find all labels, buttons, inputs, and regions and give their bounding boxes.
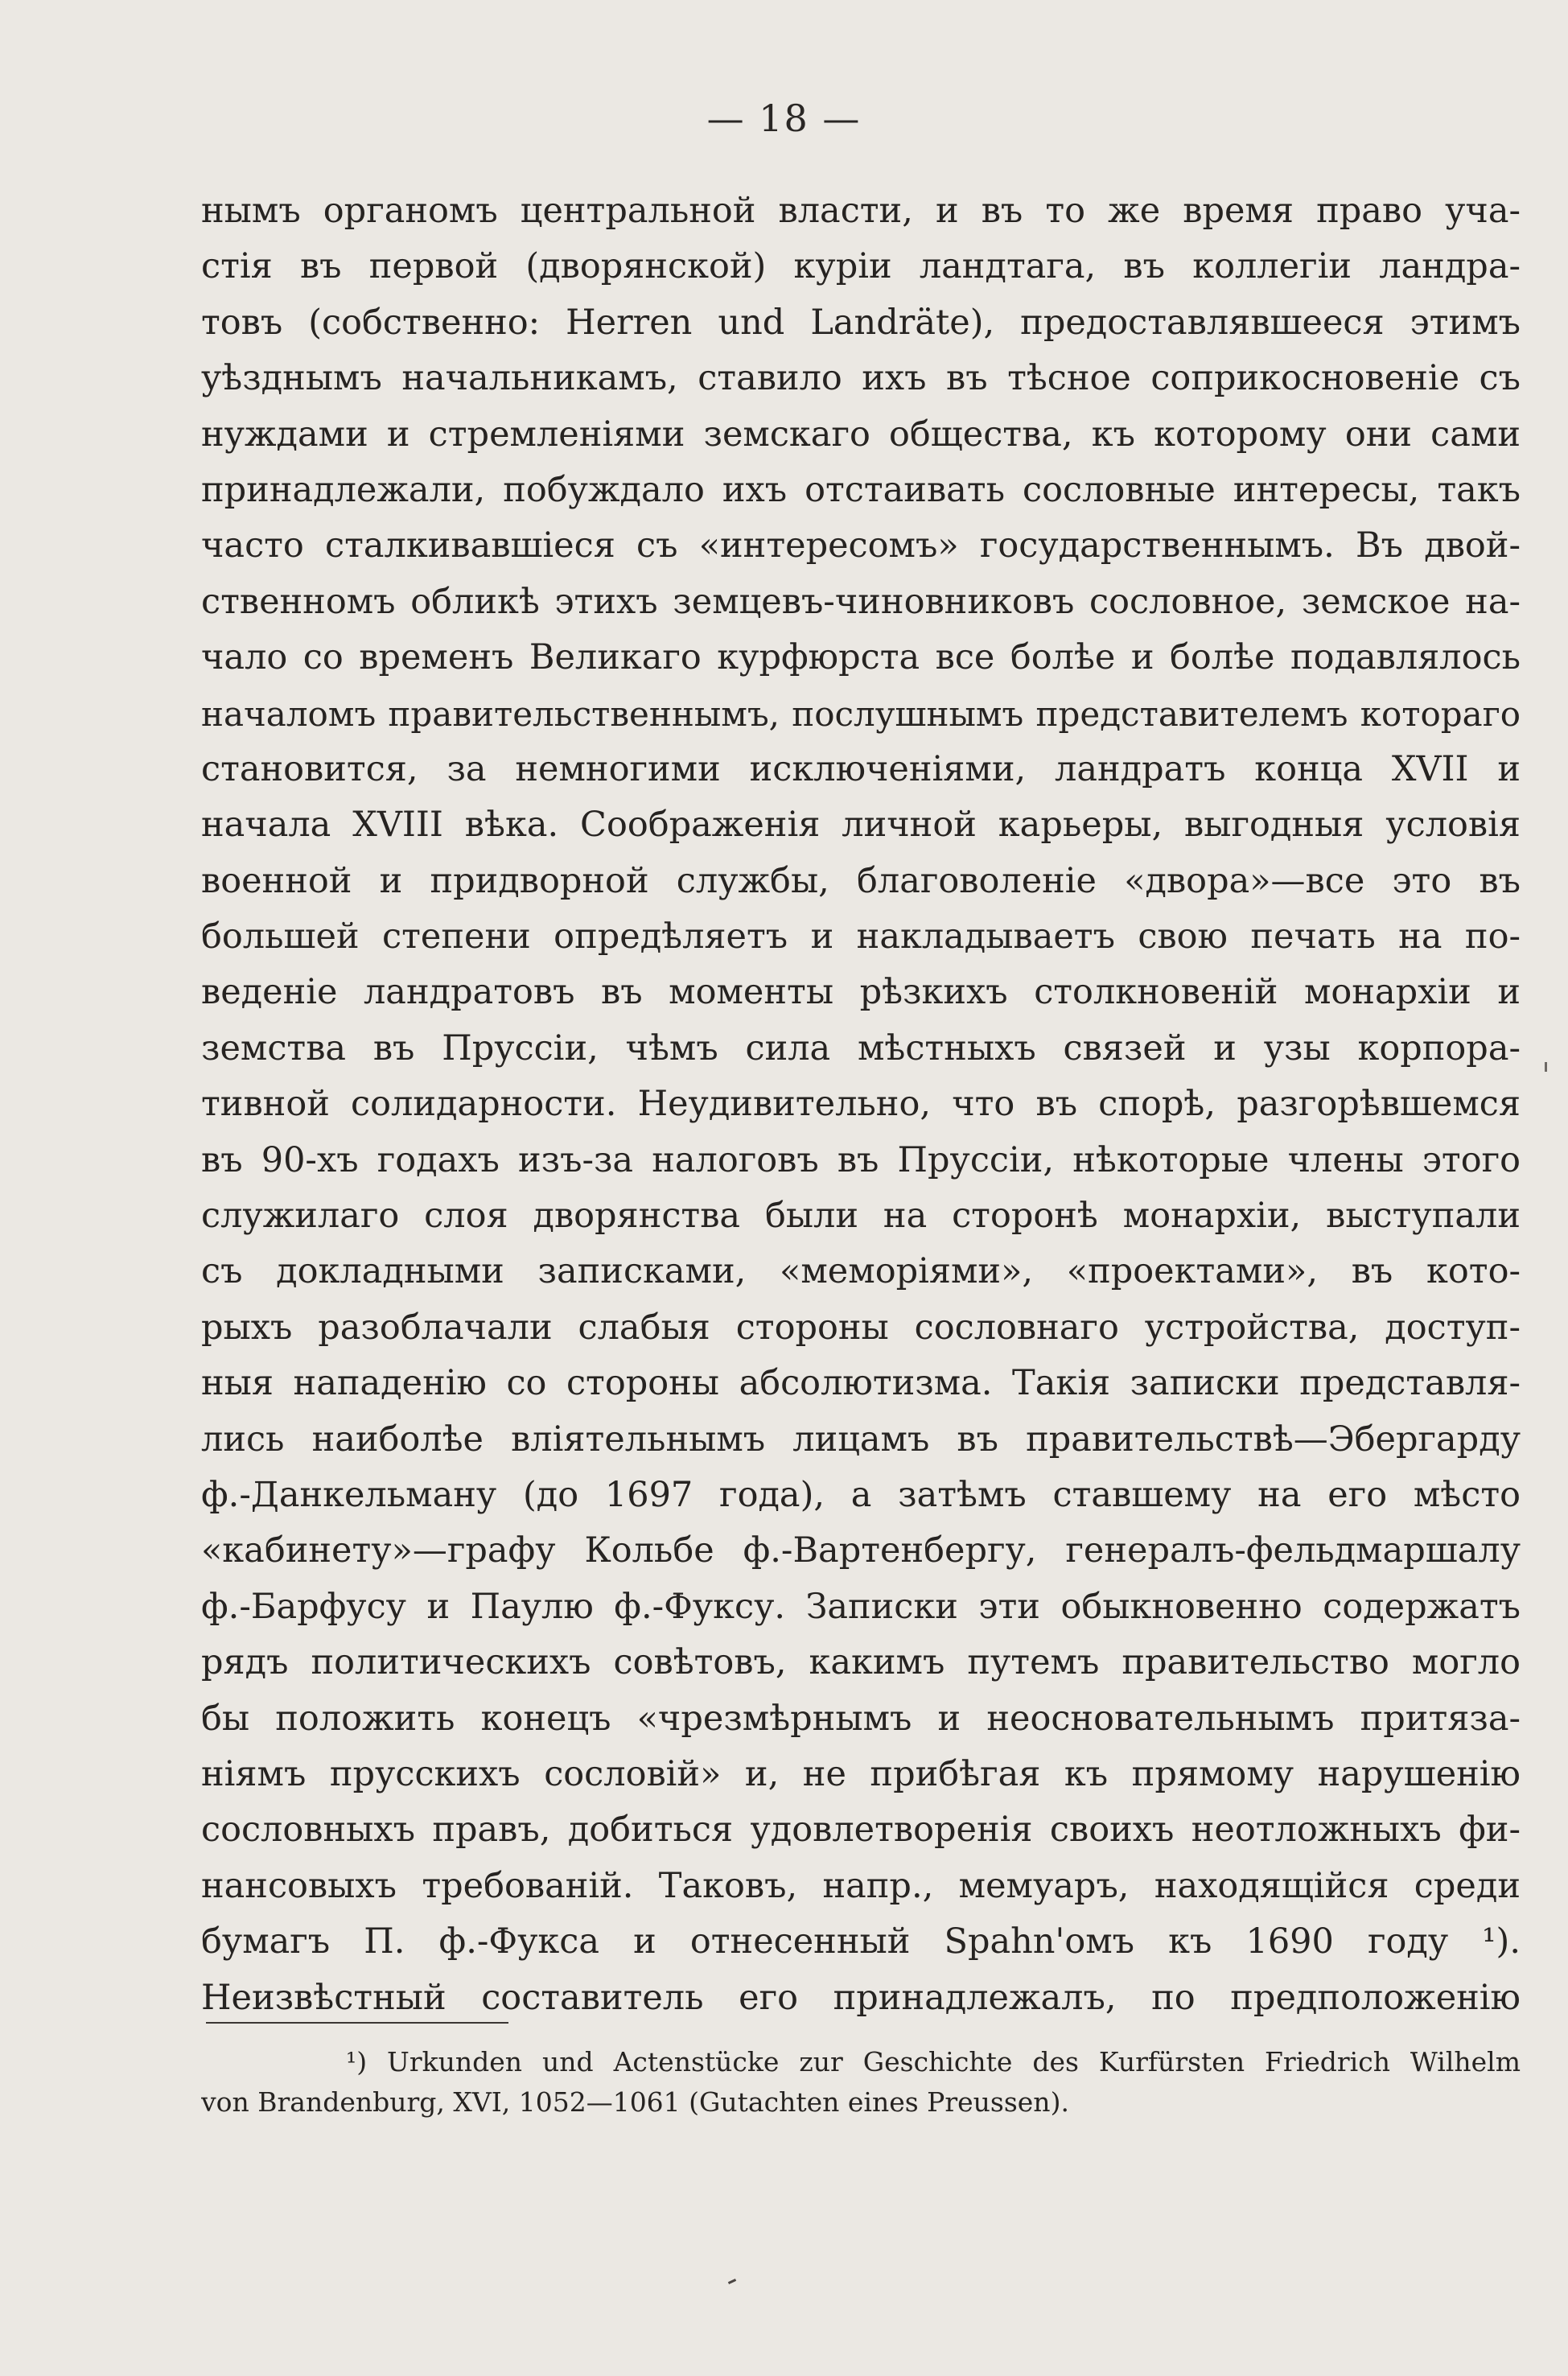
text-line: ф.-Барфусу и Паулю ф.-Фуксу. Записки эти обыкновенно содержатъ: [201, 1586, 1521, 1627]
text-line: земства въ Пруссіи, чѣмъ сила мѣстныхъ связей и узы корпора-: [201, 1027, 1521, 1069]
text-line: служилаго слоя дворянства были на сторонѣ монархіи, выступали: [201, 1196, 1521, 1237]
text-line: уѣзднымъ начальникамъ, ставило ихъ въ тѣсное соприкосновеніе съ: [201, 358, 1521, 399]
page-number: — 18 —: [706, 97, 862, 140]
text-line: рядъ политическихъ совѣтовъ, какимъ путемъ правительство могло: [201, 1642, 1521, 1683]
print-speck: [728, 2279, 736, 2284]
footnotes: [201, 2042, 1521, 2123]
text-line: принадлежали, побуждало ихъ отстаивать сословные интересы, такъ: [201, 469, 1521, 510]
body-text: [201, 183, 1521, 2026]
text-line: «кабинету»—графу Кольбе ф.-Вартенбергу, генералъ-фельдмаршалу: [201, 1530, 1521, 1571]
text-line: ныя нападенію со стороны абсолютизма. Такія записки представля-: [201, 1363, 1521, 1404]
footnote-line: ¹) Urkunden und Actenstücke zur Geschichte des Kurfürsten Friedrich Wilhelm: [346, 2046, 1521, 2077]
text-line: нансовыхъ требованій. Таковъ, напр., мемуаръ, находящійся среди: [201, 1865, 1521, 1906]
text-line: большей степени опредѣляетъ и накладываетъ свою печать на по-: [201, 916, 1521, 957]
text-line: бумагъ П. ф.-Фукса и отнесенный Spahn'омъ къ 1690 году ¹).: [201, 1921, 1521, 1962]
text-line: лись наиболѣе вліятельнымъ лицамъ въ правительствѣ—Эбергарду: [201, 1419, 1521, 1460]
text-line: начала XVIII вѣка. Соображенія личной карьеры, выгодныя условія: [201, 805, 1521, 846]
print-speck: [1545, 1062, 1547, 1072]
text-line: нымъ органомъ центральной власти, и въ то же время право уча-: [201, 191, 1521, 231]
text-line: рыхъ разоблачали слабыя стороны сословнаго устройства, доступ-: [201, 1307, 1521, 1348]
text-line: ф.-Данкельману (до 1697 года), а затѣмъ ставшему на его мѣсто: [201, 1474, 1521, 1515]
text-line: нуждами и стремленіями земскаго общества, къ которому они сами: [201, 414, 1521, 455]
text-line: ніямъ прусскихъ сословій» и, не прибѣгая къ прямому нарушенію: [201, 1753, 1521, 1794]
text-line: тивной солидарности. Неудивительно, что въ спорѣ, разгорѣвшемся: [201, 1084, 1521, 1125]
text-line: въ 90-хъ годахъ изъ-за налоговъ въ Пруссіи, нѣкоторые члены этого: [201, 1139, 1521, 1180]
text-line: Неизвѣстный составитель его принадлежалъ, по предположенію: [201, 1977, 1521, 2018]
text-line: веденіе ландратовъ въ моменты рѣзкихъ столкновеній монархіи и: [201, 972, 1521, 1013]
text-line: стія въ первой (дворянской) куріи ландтага, въ коллегіи ландра-: [201, 246, 1521, 287]
text-line: чало со временъ Великаго курфюрста все болѣе и болѣе подавлялось: [201, 637, 1521, 678]
text-line: становится, за немногими исключеніями, ландратъ конца XVII и: [201, 748, 1521, 789]
text-line: началомъ правительственнымъ, послушнымъ представителемъ котораго: [201, 694, 1521, 734]
text-line: часто сталкивавшіеся съ «интересомъ» государственнымъ. Въ двой-: [201, 525, 1521, 566]
text-line: бы положить конецъ «чрезмѣрнымъ и неосновательнымъ притяза-: [201, 1698, 1521, 1739]
text-line: военной и придворной службы, благоволеніе «двора»—все это въ: [201, 860, 1521, 901]
text-line: сословныхъ правъ, добиться удовлетворенія своихъ неотложныхъ фи-: [201, 1810, 1521, 1851]
text-line: съ докладными записками, «меморіями», «проектами», въ кото-: [201, 1251, 1521, 1292]
footnote-divider: [206, 2022, 508, 2024]
footnote-line: von Brandenburg, XVI, 1052—1061 (Gutachten eines Preussen).: [201, 2086, 1069, 2118]
text-line: ственномъ обликѣ этихъ земцевъ-чиновниковъ сословное, земское на-: [201, 581, 1521, 622]
text-line: товъ (собственно: Herren und Landräte), предоставлявшееся этимъ: [201, 302, 1521, 343]
